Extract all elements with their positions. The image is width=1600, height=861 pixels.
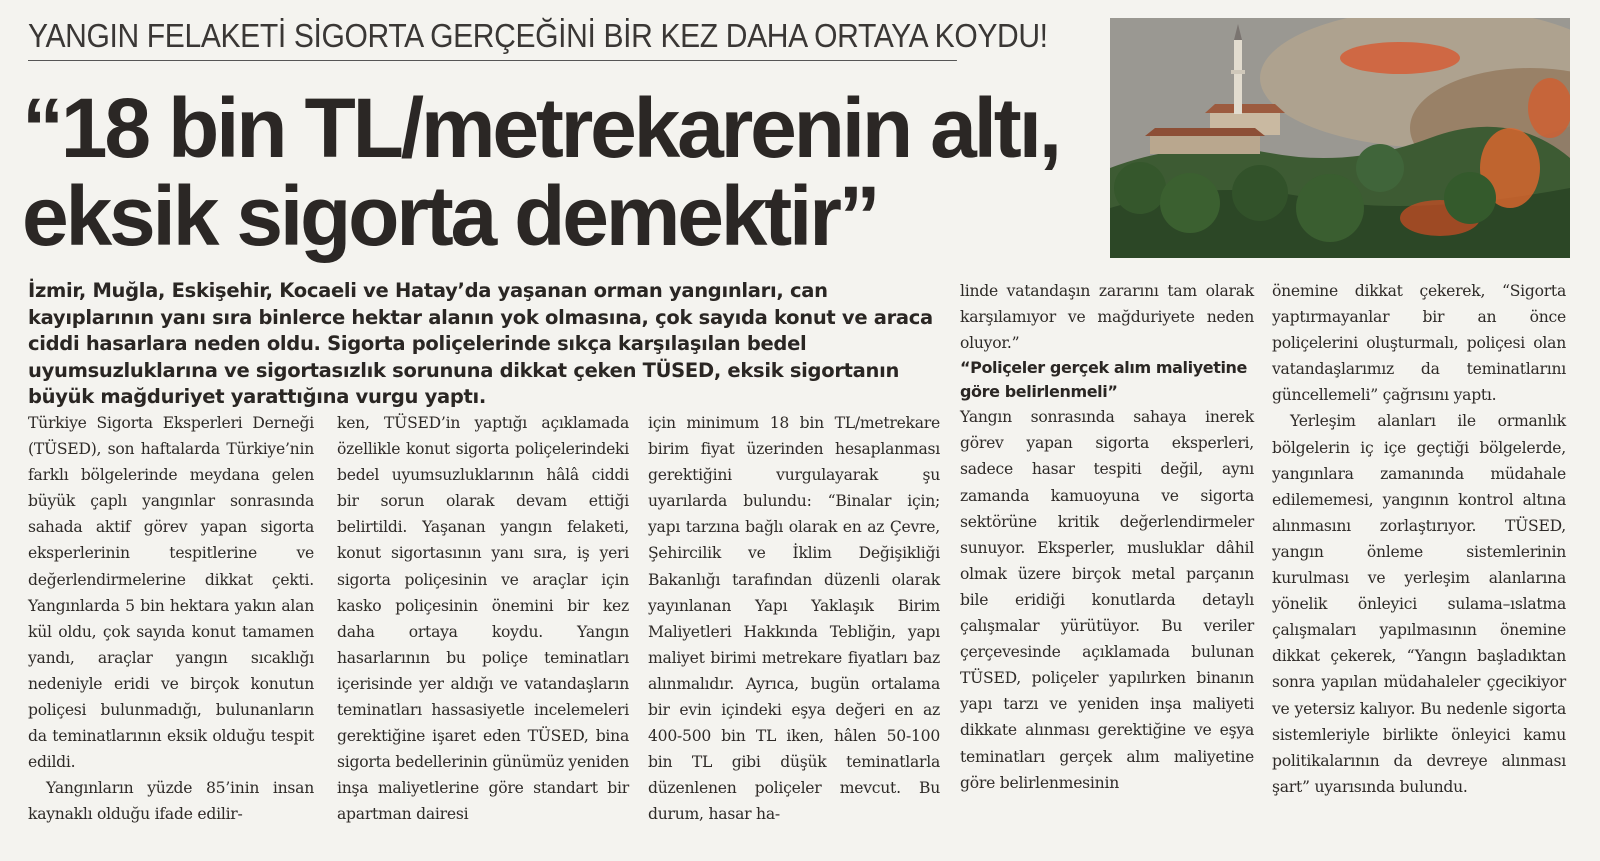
article-subheading: “Poliçeler gerçek alım maliyetine göre belirlenmeli” — [960, 358, 1247, 402]
article-column-5 — [1272, 278, 1566, 800]
column-4-paragraph-1: linde vatandaşın zararını tam olarak karşılamıyor ve mağduriyete neden oluyor.” — [960, 282, 1254, 353]
column-1-paragraph-2: Yangınların yüzde 85’inin insan kaynaklı olduğu ifade edilir- — [28, 779, 314, 824]
column-2-paragraph: ken, TÜSED’in yaptığı açıklamada özellikle konut sigorta poliçelerindeki bedel uyumsuzluklarının hâlâ ciddi bir sorun olarak devam ettiği belirtildi. Yaşanan yangın felaketi, konut sigortasının yanı sıra, iş yeri sigorta poliçesinin ve araçlar için kasko poliçesinin önemini bir kez daha ortaya koydu. Yangın hasarlarının bu poliçe teminatları içerisinde yer aldığı ve vatandaşların teminatları hassasiyetle incelemeleri gerektiğine işaret eden TÜSED, bina sigorta bedellerinin günümüz yeniden inşa maliyetlerine göre standart bir apartman dairesi — [337, 414, 629, 824]
column-4-paragraph-2: Yangın sonrasında sahaya inerek görev yapan sigorta eksperleri, sadece hasar tespiti değil, aynı zamanda kamuoyuna ve sigorta sektörüne kritik değerlendirmeler sunuyor. Eksperler, musluklar dâhil olmak üzere birçok metal parçanın bile eridiği konutlarda detaylı çalışmalar yürütüyor. Bu veriler çerçevesinde açıklamada bulunan TÜSED, poliçeler yapılırken binanın yapı tarzı ve yeniden inşa maliyeti dikkate alınması gerektiğine ve eşya teminatları gerçek alım maliyetine göre belirlenmesinin — [960, 408, 1254, 792]
article-lead: İzmir, Muğla, Eskişehir, Kocaeli ve Hatay’da yaşanan orman yangınları, can kayıplarının yanı sıra binlerce hektar alanın yok olmasına, çok sayıda konut ve araca ciddi hasarlara neden oldu. Sigorta poliçelerinde sıkça karşılaşılan bedel uyumsuzluklarına ve sigortasızlık sorununa dikkat çeken TÜSED, eksik sigortanın büyük mağduriyet yarattığına vurgu yaptı. — [28, 279, 933, 408]
wildfire-illustration — [1110, 18, 1570, 258]
column-5-paragraph-2: Yerleşim alanları ile ormanlık bölgelerin iç içe geçtiği bölgelerde, yangınlara zamanında müdahale edilememesi, yangının kontrol altına alınmasını zorlaştırıyor. TÜSED, yangın önleme sistemlerinin kurulması ve yerleşim alanlarına yönelik önleyici sulama–ıslatma çalışmaları yapılmasının önemine dikkat çekerek, “Yangın başladıktan sonra yapılan müdahaleler çgecikiyor ve yetersiz kalıyor. Bu nedenle sigorta sistemleriyle birlikte önleyici kamu politikalarının da devreye alınması şart” uyarısında bulundu. — [1272, 412, 1566, 796]
article-column-3 — [648, 410, 940, 828]
article-column-2 — [337, 410, 629, 828]
article-column-4 — [960, 278, 1254, 796]
column-1-paragraph-1: Türkiye Sigorta Eksperleri Derneği (TÜSED), son haftalarda Türkiye’nin farklı bölgelerinde meydana gelen büyük çaplı yangınlar sonrasında sahada aktif görev yapan sigorta eksperlerinin tespitlerine ve değerlendirmelerine dikkat çekti. Yangınlarda 5 bin hektara yakın alan kül oldu, çok sayıda konut tamamen yandı, araçlar yangın sıcaklığı nedeniyle eridi ve birçok konutun poliçesi bulunmadığı, bulunanların da teminatlarının eksik olduğu tespit edildi. — [28, 414, 314, 772]
headline-line-1: “18 bin TL/metrekarenin altı, — [22, 81, 1059, 175]
column-5-paragraph-1: önemine dikkat çekerek, “Sigorta yaptırmayanlar bir an önce poliçelerini oluşturmalı, poliçesi olan vatandaşlarımız da teminatlarını güncellemeli” çağrısını yaptı. — [1272, 282, 1566, 405]
article-column-1 — [28, 410, 314, 828]
headline-line-2: eksik sigorta demektir” — [22, 169, 878, 263]
article-headline — [22, 81, 1092, 263]
wildfire-village-photo — [1110, 18, 1570, 258]
column-3-paragraph: için minimum 18 bin TL/metrekare birim fiyat üzerinden hesaplanması gerektiğini vurgulayarak şu uyarılarda bulundu: “Binalar için; yapı tarzına bağlı olarak en az Çevre, Şehircilik ve İklim Değişikliği Bakanlığı tarafından düzenli olarak yayınlanan Yapı Yaklaşık Birim Maliyetleri Hakkında Tebliğin, yapı maliyet birimi metrekare fiyatları baz alınmalıdır. Ayrıca, bugün ortalama bir evin içindeki eşya değeri en az 400-500 bin TL iken, hâlen 50-100 bin TL gibi düşük teminatlarla düzenlenen poliçeler mevcut. Bu durum, hasar ha- — [648, 414, 940, 824]
article-kicker: YANGIN FELAKETİ SİGORTA GERÇEĞİNİ BİR KEZ DAHA ORTAYA KOYDU! — [28, 14, 957, 61]
